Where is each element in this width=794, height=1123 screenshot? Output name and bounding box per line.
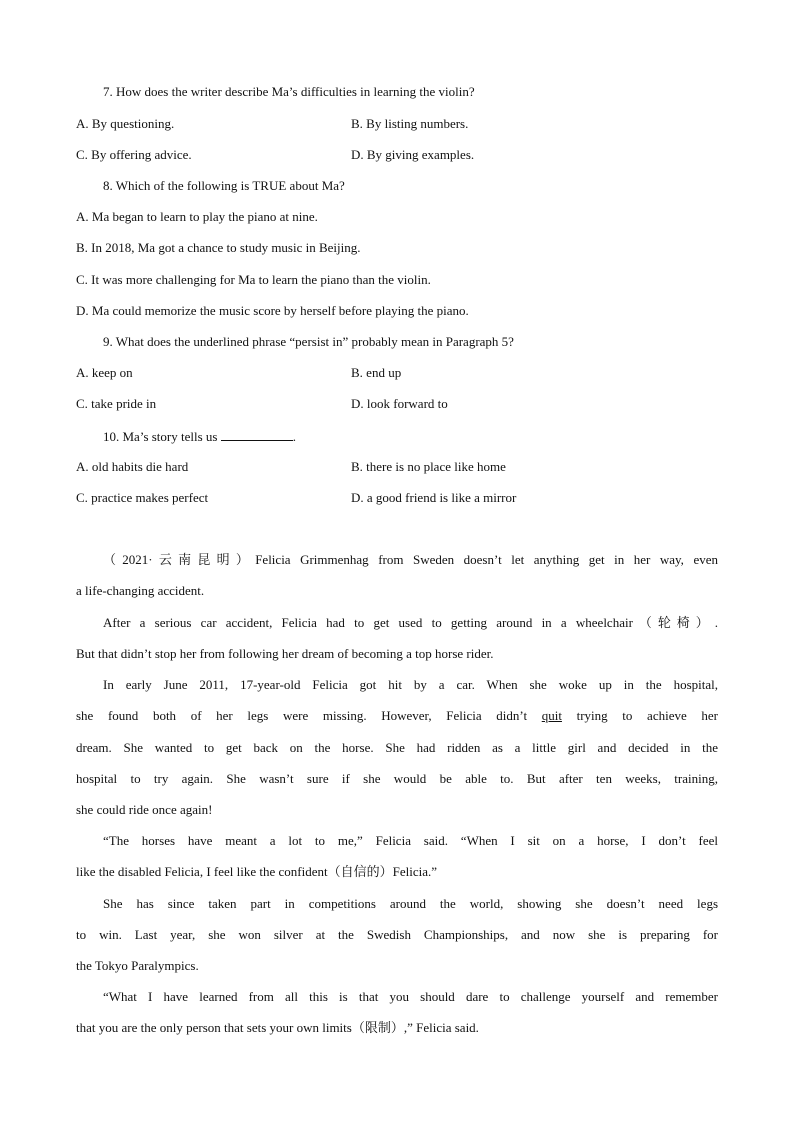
question-9-stem: 9. What does the underlined phrase “persist in” probably mean in Paragraph 5? [103,334,514,349]
passage-line: She has since taken part in competitions around the world, showing she doesn’t need legs [103,896,718,911]
question-7-option-b: B. By listing numbers. [351,116,469,131]
passage-line: the Tokyo Paralympics. [76,958,199,973]
question-8-option-c: C. It was more challenging for Ma to learn the piano than the violin. [76,272,431,287]
passage-text: trying to achieve her [561,708,718,723]
question-9-option-b: B. end up [351,365,402,380]
passage-line: “What I have learned from all this is that you should dare to challenge yourself and remember [103,989,718,1004]
question-10-option-c: C. practice makes perfect [76,490,209,505]
passage-line: to win. Last year, she won silver at the Swedish Championships, and now she is preparing for [76,927,718,942]
passage-line: a life-changing accident. [76,583,205,598]
question-10-option-d: D. a good friend is like a mirror [351,490,517,505]
passage-text: she found both of her legs were missing. However, Felicia didn’t [76,708,542,723]
question-8-option-a: A. Ma began to learn to play the piano at nine. [76,209,318,224]
question-9-option-c: C. take pride in [76,396,157,411]
question-8-option-d: D. Ma could memorize the music score by herself before playing the piano. [76,303,469,318]
passage-line: like the disabled Felicia, I feel like the confident（自信的）Felicia.” [76,864,437,879]
question-9-option-a: A. keep on [76,365,133,380]
question-10-stem [103,428,296,445]
passage-line [76,708,718,724]
question-10-option-a: A. old habits die hard [76,459,189,474]
passage-line: After a serious car accident, Felicia had to get used to getting around in a wheelchair（轮椅）. [103,615,718,630]
passage-line: But that didn’t stop her from following her dream of becoming a top horse rider. [76,646,494,661]
question-7-option-a: A. By questioning. [76,116,175,131]
question-8-stem: 8. Which of the following is TRUE about Ma? [103,178,345,193]
question-10-option-b: B. there is no place like home [351,459,506,474]
question-7-option-c: C. By offering advice. [76,147,192,162]
answer-blank [221,428,293,441]
question-8-option-b: B. In 2018, Ma got a chance to study music in Beijing. [76,240,361,255]
passage-line: that you are the only person that sets your own limits（限制）,” Felicia said. [76,1020,479,1035]
passage-line: “The horses have meant a lot to me,” Felicia said. “When I sit on a horse, I don’t feel [103,833,718,848]
question-7-stem: 7. How does the writer describe Ma’s difficulties in learning the violin? [103,84,475,99]
question-9-option-d: D. look forward to [351,396,448,411]
question-10-stem-text: 10. Ma’s story tells us [103,429,221,444]
passage-line: she could ride once again! [76,802,213,817]
passage-line: In early June 2011, 17-year-old Felicia got hit by a car. When she woke up in the hospital, [103,677,718,692]
underlined-word: quit [541,708,562,723]
passage-line: （2021·云南昆明）Felicia Grimmenhag from Sweden doesn’t let anything get in her way, even [103,552,718,567]
question-7-option-d: D. By giving examples. [351,147,475,162]
passage-line: hospital to try again. She wasn’t sure if she would be able to. But after ten weeks, training, [76,771,718,786]
passage-line: dream. She wanted to get back on the horse. She had ridden as a little girl and decided in the [76,740,718,755]
question-10-stem-end: . [292,429,296,444]
